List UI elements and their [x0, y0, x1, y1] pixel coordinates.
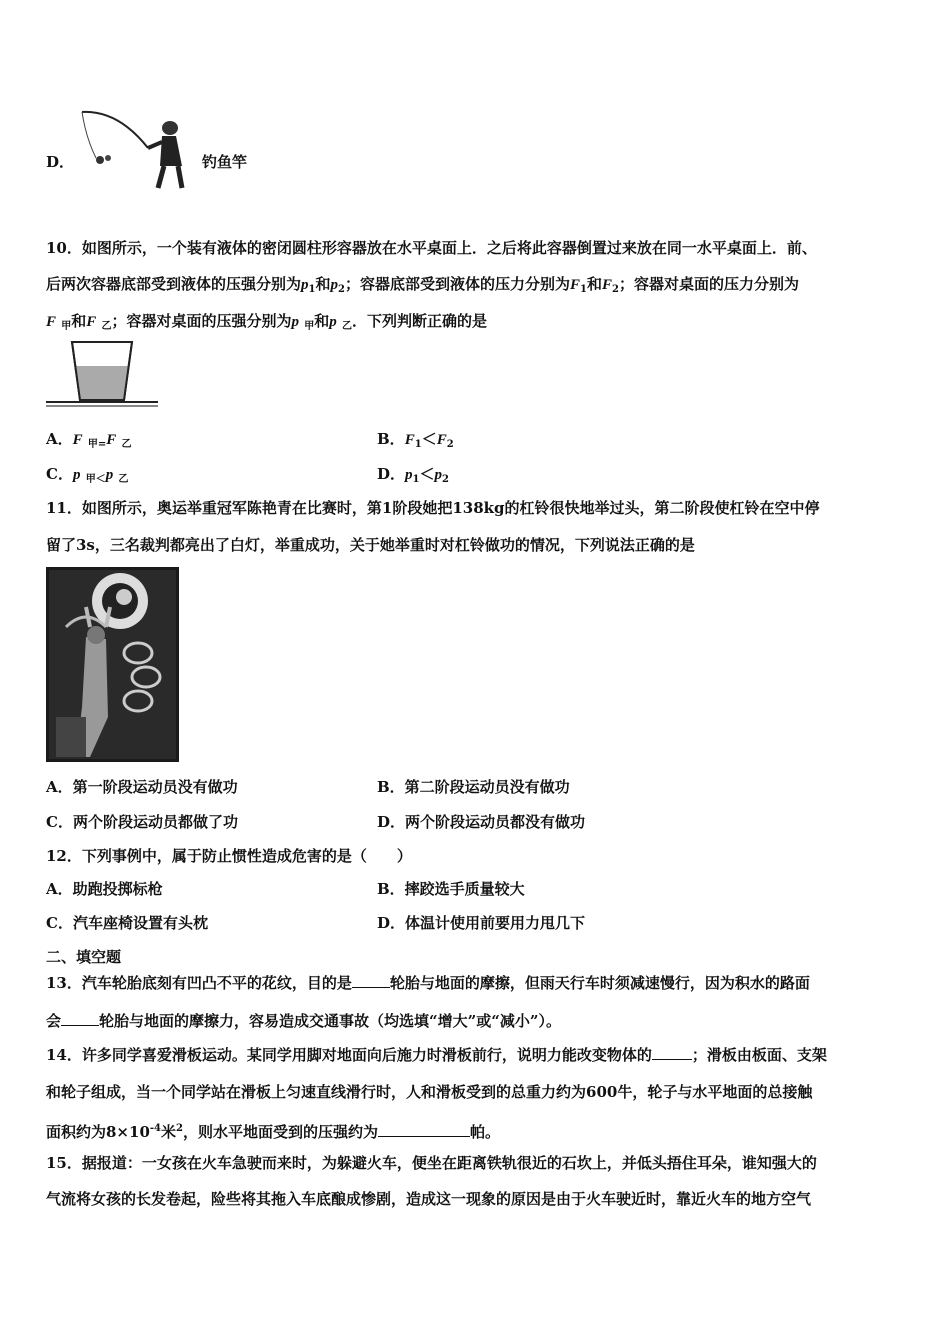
q12-option-d: D．体温计使用前要用力甩几下	[377, 914, 586, 932]
q12-line1: 12．下列事例中，属于防止惯性造成危害的是（ ）	[46, 847, 412, 865]
q9-option-d-letter: D．	[46, 153, 75, 171]
q12-option-a: A．助跑投掷标枪	[46, 880, 163, 898]
q10-option-b: B．$F_1<F_2$	[377, 430, 454, 450]
q12-option-b: B．摔跤选手质量较大	[377, 880, 525, 898]
q9-option-d-text: 钓鱼竿	[202, 153, 248, 171]
q15-line2: 气流将女孩的长发卷起，险些将其拖入车底酿成惨剧，造成这一现象的原因是由于火车驶近时，靠近火车的地方空气	[46, 1190, 812, 1208]
q11-line2: 留了3s，三名裁判都亮出了白灯，举重成功，关于她举重时对杠铃做功的情况，下列说法正确的是	[46, 536, 695, 554]
q13-line2: 会 轮胎与地面的摩擦力，容易造成交通事故（均选填“增大”或“减小”）。	[46, 1012, 562, 1030]
q11-option-b: B．第二阶段运动员没有做功	[377, 778, 570, 796]
q12-option-c: C．汽车座椅设置有头枕	[46, 914, 208, 932]
q13-line1: 13．汽车轮胎底刻有凹凸不平的花纹，目的是 轮胎与地面的摩擦，但雨天行车时须减速慢行，因为积水的路面	[46, 974, 810, 992]
fishing-rod-figure	[78, 108, 196, 192]
q11-option-a: A．第一阶段运动员没有做功	[46, 778, 238, 796]
q10-option-d: D．$p_1<p_2$	[377, 465, 449, 485]
weightlifter-photo	[46, 567, 179, 762]
section-title: 二、填空题	[46, 948, 122, 966]
q14-line2: 和轮子组成，当一个同学站在滑板上匀速直线滑行时，人和滑板受到的总重力约为600牛，轮子与水平地面的总接触	[46, 1083, 813, 1101]
q14-line3: 面积约为$8\times 10^{-4}$米$^2$，则水平地面受到的压强约为 帕。	[46, 1123, 501, 1141]
q11-option-d: D．两个阶段运动员都没有做功	[377, 813, 586, 831]
q11-line1: 11．如图所示，奥运举重冠军陈艳青在比赛时，第1阶段她把138kg的杠铃很快地举过头，第二阶段使杠铃在空中停	[46, 499, 820, 517]
q14-line1: 14．许多同学喜爱滑板运动。某同学用脚对地面向后施力时滑板前行，说明力能改变物体的 ；滑板由板面、支架	[46, 1046, 827, 1064]
q11-option-c: C．两个阶段运动员都做了功	[46, 813, 238, 831]
q15-line1: 15．据报道：一女孩在火车急驶而来时，为躲避火车，便坐在距离铁轨很近的石坎上，并低头捂住耳朵，谁知强大的	[46, 1154, 817, 1172]
container-figure	[44, 340, 162, 410]
q10-line2: 后两次容器底部受到液体的压强分别为$p_1$和$p_2$；容器底部受到液体的压力分别为$F_1$和$F_2$；容器对桌面的压力分别为	[46, 275, 799, 295]
q10-option-a: A．F $_{甲=}$F $_乙$	[46, 430, 132, 450]
q10-line3: F $_甲$和F $_乙$；容器对桌面的压强分别为p $_甲$和p $_乙$．下列判断正确的是	[46, 312, 488, 332]
q10-option-c: C．p $_{甲<}$p $_乙$	[46, 465, 129, 485]
q10-line1: 10．如图所示，一个装有液体的密闭圆柱形容器放在水平桌面上．之后将此容器倒置过来放在同一水平桌面上．前、	[46, 239, 817, 257]
